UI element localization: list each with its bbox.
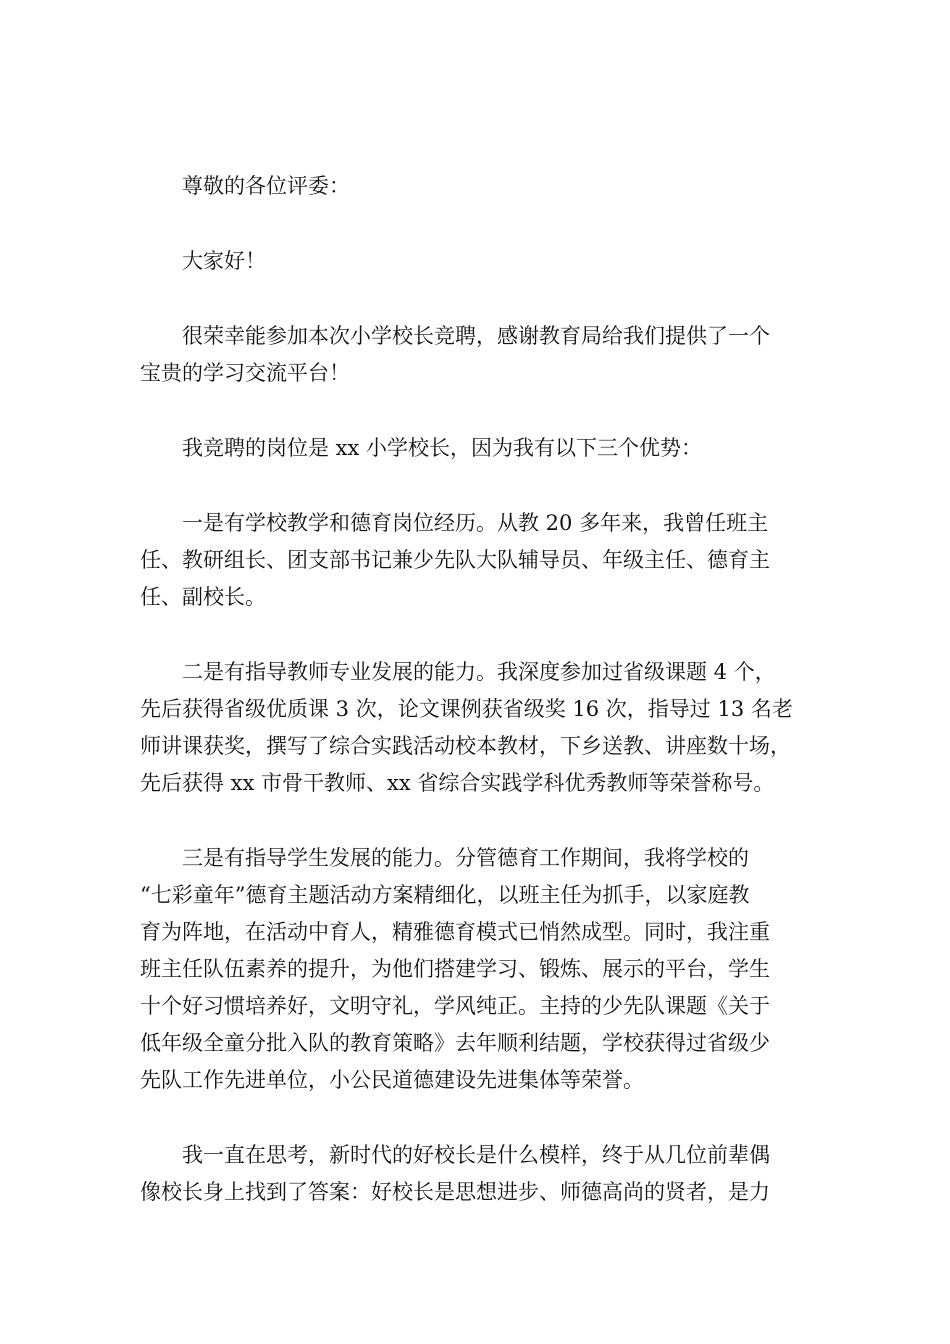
- paragraph-advantage-three: 三是有指导学生发展的能力。分管德育工作期间，我将学校的 “七彩童年”德育主题活动方案精细化，以班主任为抓手，以家庭教 育为阵地，在活动中育人，精雅德育模式已悄然成型。同时，我注重 班主任队伍素养的提升，为他们搭建学习、锻炼、展示的平台，学生 十个好习惯培养好，文明守礼，学风纯正。主持的少先队课题《关于 低年级全童分批入队的教育策略》去年顺利结题，学校获得过省级少 先队工作先进单位，小公民道德建设先进集体等荣誉。: [140, 846, 770, 1092]
- document-body: [140, 168, 820, 1249]
- paragraph-advantage-two: 二是有指导教师专业发展的能力。我深度参加过省级课题 4 个， 先后获得省级优质课 3 次，论文课例获省级奖 16 次，指导过 13 名老 师讲课获奖，撰写了综合实践活动校本教材，下乡送教、讲座数十场， 先后获得 xx 市骨干教师、xx 省综合实践学科优秀教师等荣誉称号。: [140, 660, 793, 795]
- paragraph-reflection: 我一直在思考，新时代的好校长是什么模样，终于从几位前辈偶 像校长身上找到了答案：好校长是思想进步、师德高尚的贤者，是力: [140, 1143, 770, 1204]
- paragraph-advantage-one: 一是有学校教学和德育岗位经历。从教 20 多年来，我曾任班主 任、教研组长、团支部书记兼少先队大队辅导员、年级主任、德育主 任、副校长。: [140, 511, 770, 609]
- paragraph-position: 我竞聘的岗位是 xx 小学校长，因为我有以下三个优势：: [182, 436, 703, 460]
- salutation: 尊敬的各位评委：: [182, 174, 350, 198]
- greeting: 大家好！: [182, 249, 266, 273]
- paragraph-thanks: 很荣幸能参加本次小学校长竞聘，感谢教育局给我们提供了一个 宝贵的学习交流平台！: [140, 324, 770, 385]
